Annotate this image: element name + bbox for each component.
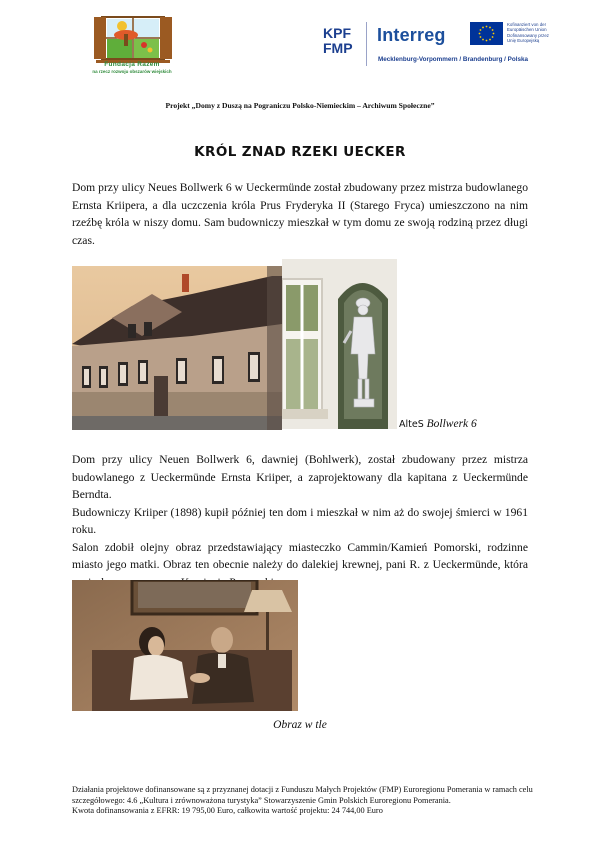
house-photo [72,266,282,430]
eu-text-line2: Europäischen Union [507,27,547,33]
history-line-3: Salon zdobił olejny obraz przedstawiający miasteczko Cammin/Kamień Pomorski, rodzinne miasto jego matki. Obraz ten obecnie należy do dalekiej krewnej, pani R. z Ueckermünde, która [72,540,528,571]
eu-star-icon [489,39,491,41]
eu-star-icon [493,33,495,35]
eu-cofinancing-text [507,22,577,44]
eu-star-icon [479,33,481,35]
photo-caption-house [399,418,477,430]
eu-star-icon [486,26,488,28]
interreg-region: Mecklenburg-Vorpommern / Brandenburg / Polska [378,56,528,63]
king-statue-photo [282,259,397,429]
paragraph-intro: Dom przy ulicy Neues Bollwerk 6 w Ueckermünde został zbudowany przez mistrza budowlanego Ernsta Kriipera, a dla uczczenia króla Prus Fryderyka II (Starego Fryca) umieszczono na nim rzeźbę króla w niszy domu. Sam budowniczy mieszkał w tym domu ze swoją rodziną przez długi czas. [72,181,528,247]
caption-rest: Bollwerk 6 [423,418,477,430]
eu-star-icon [482,27,484,29]
eu-text-line1: Kofinanziert von der [507,22,547,27]
history-line-2: Budowniczy Kriiper (1898) kupił później ten dom i mieszkał w nim aż do swojej śmierci w 1961 roku. [72,505,528,536]
history-line-1: Dom przy ulicy Neuen Bollwerk 6, dawniej (Bohlwerk), został zbudowany przez mistrza budowlanego z Ueckermünde Ernsta Kriiper, a zaprojektowany dla kapitana z Ueckermünde Berndta. [72,453,528,501]
couple-photo [72,580,298,711]
eu-star-icon [486,40,488,42]
fmp-label: FMP [323,40,353,56]
logo-name-line2: na rzecz rozwoju obszarów wiejskich [92,69,172,74]
photo-caption-painting [0,719,600,731]
kpf-label: KPF [323,25,351,41]
footer-line-2: Kwota dofinansowania z EFRR: 19 795,00 Euro, całkowita wartość projektu: 24 744,00 Euro [72,806,383,816]
project-line: Projekt „Domy z Duszą na Pograniczu Polsko-Niemieckim – Archiwum Społeczne” [165,101,435,110]
eu-star-icon [489,27,491,29]
fundacja-razem-logo-text [78,61,186,74]
footer-line-1: Działania projektowe dofinansowane są z przyznanej dotacji z Funduszu Małych Projektów (FMP) Euroregionu Pomerania w ramach celu szczegółowego: 4.6 „Kultura i zrównoważona turystyka” Stowarzyszenie Gmin Polskich Euroregionu Pomerania. [72,785,533,805]
eu-text-line3: Dofinansowany przez [507,32,549,38]
kpf-fmp-logo [323,26,353,56]
interreg-logo: Interreg [377,25,446,45]
eu-star-icon [480,36,482,38]
funding-footer [72,785,542,817]
caption-prefix: AlteS [399,419,424,430]
header-divider [366,22,367,66]
eu-star-icon [492,29,494,31]
eu-text-line4: Unię Europejską [507,38,540,44]
paragraph-history [72,451,528,591]
eu-star-icon [482,39,484,41]
caption2-text: Obraz w tle [273,719,327,731]
logo-name-line1: Fundacja Razem [104,61,160,68]
eu-star-icon [492,36,494,38]
eu-flag-icon [470,22,503,45]
page-title: KRÓL ZNAD RZEKI UECKER [194,144,406,160]
eu-star-icon [480,29,482,31]
